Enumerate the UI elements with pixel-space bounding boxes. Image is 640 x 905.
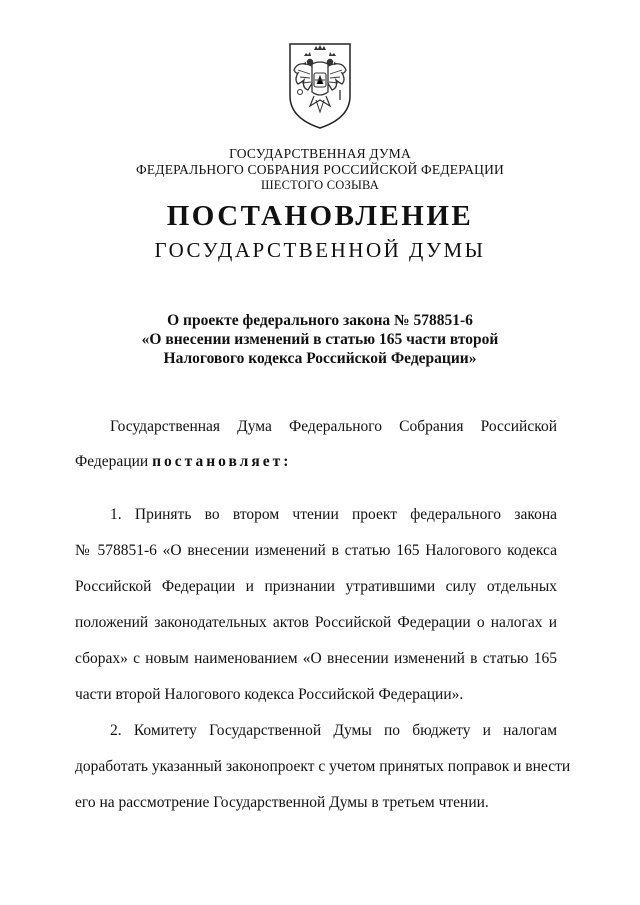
preamble-line-2 [75, 453, 557, 471]
document-subtitle: ГОСУДАРСТВЕННОЙ ДУМЫ [154, 238, 486, 262]
item1-line: сборах» с новым наименованием «О внесении изменений в статью 165 [75, 650, 557, 667]
item2-line: 2. Комитету Государственной Думы по бюджету и налогам [110, 722, 557, 739]
subject-line-3: Налогового кодекса Российской Федерации» [163, 350, 477, 367]
coat-of-arms-icon [284, 40, 356, 132]
decree-word: постановляет: [152, 453, 292, 470]
preamble-line-1: Государственная Дума Федерального Собрания Российской [110, 418, 557, 435]
subject-line-2: «О внесении изменений в статью 165 части второй [141, 331, 499, 348]
item1-line: положений законодательных актов Российской Федерации о налогах и [75, 614, 557, 631]
header-convocation: ШЕСТОГО СОЗЫВА [260, 178, 380, 192]
item2-line: его на рассмотрение Государственной Думы в третьем чтении. [75, 794, 489, 811]
item2-line: доработать указанный законопроект с учетом принятых поправок и внести [75, 758, 571, 775]
preamble-federation: Федерации [75, 453, 149, 470]
subject-line-1: О проекте федерального закона № 578851-6 [167, 312, 473, 329]
header-federal-assembly: ФЕДЕРАЛЬНОГО СОБРАНИЯ РОССИЙСКОЙ ФЕДЕРАЦИИ [136, 162, 504, 177]
document-title: ПОСТАНОВЛЕНИЕ [166, 200, 474, 232]
item1-line: Российской Федерации и признании утратившими силу отдельных [75, 578, 557, 595]
header-duma: ГОСУДАРСТВЕННАЯ ДУМА [229, 146, 411, 161]
item1-line: № 578851-6 «О внесении изменений в статью 165 Налогового кодекса [75, 542, 557, 559]
item1-line: 1. Принять во втором чтении проект федерального закона [110, 506, 557, 523]
item1-line: части второй Налогового кодекса Российской Федерации». [75, 686, 464, 703]
